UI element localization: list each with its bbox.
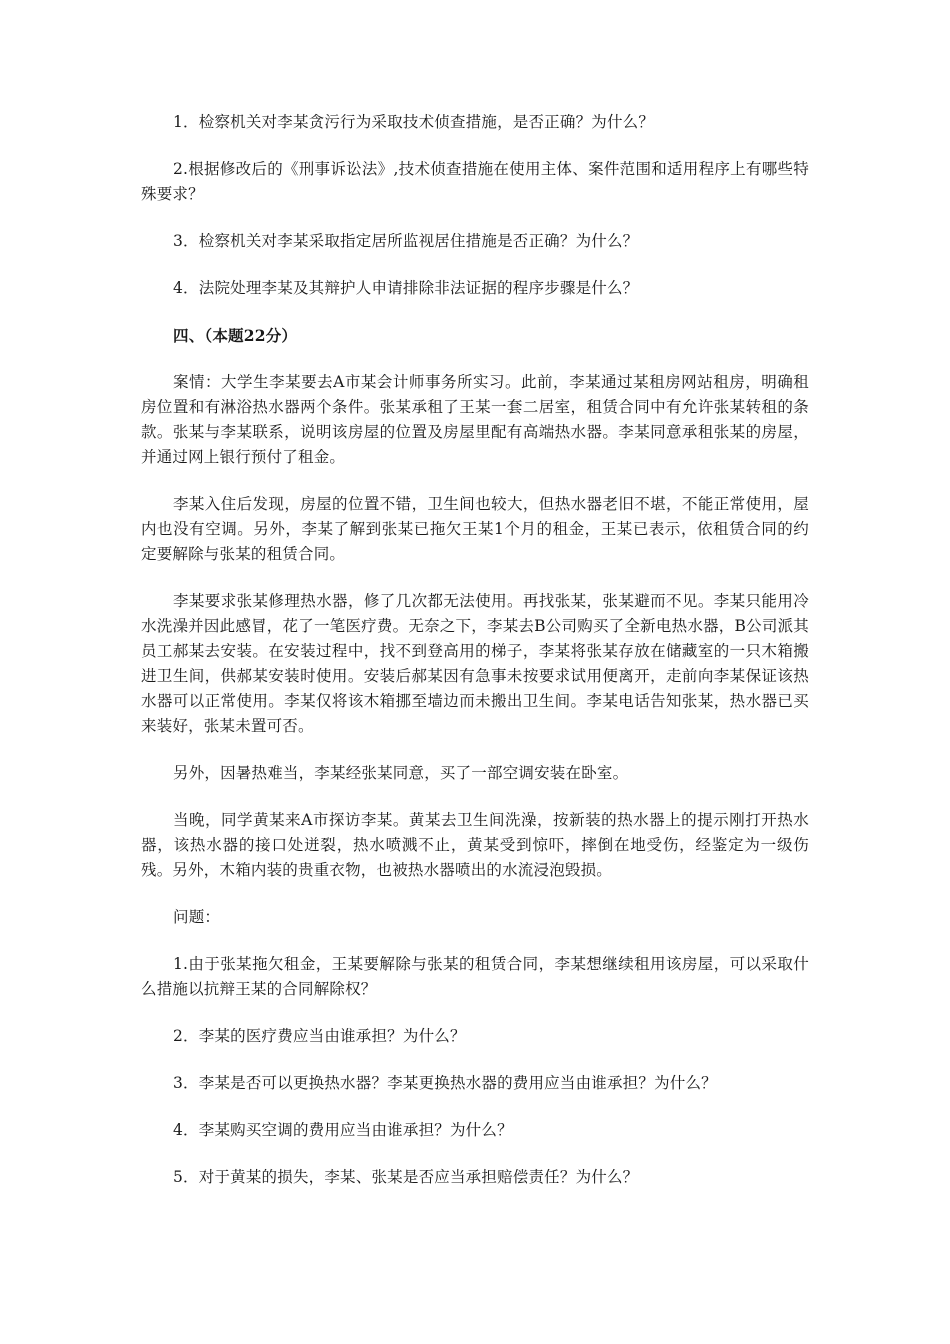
document-page xyxy=(141,110,809,1212)
question-4-2: 2．李某的医疗费应当由谁承担？为什么？ xyxy=(173,1027,466,1045)
case-paragraph-4: 另外，因暑热难当，李某经张某同意，买了一部空调安装在卧室。 xyxy=(173,764,629,782)
case-paragraph-5: 当晚，同学黄某来A市探访李某。黄某去卫生间洗澡，按新装的热水器上的提示刚打开热水器，该热水器的接口处迸裂，热水喷溅不止，黄某受到惊吓，摔倒在地受伤，经鉴定为一级伤残。另外，木箱内装的贵重衣物，也被热水器喷出的水流浸泡毁损。 xyxy=(141,811,809,879)
question-4-5: 5．对于黄某的损失，李某、张某是否应当承担赔偿责任？为什么？ xyxy=(173,1168,639,1186)
question-3-2: 2.根据修改后的《刑事诉讼法》,技术侦查措施在使用主体、案件范围和适用程序上有哪些特殊要求？ xyxy=(141,160,809,203)
question-3-4: 4．法院处理李某及其辩护人申请排除非法证据的程序步骤是什么？ xyxy=(173,279,639,297)
case-paragraph-3: 李某要求张某修理热水器，修了几次都无法使用。再找张某，张某避而不见。李某只能用冷水洗澡并因此感冒，花了一笔医疗费。无奈之下，李某去B公司购买了全新电热水器，B公司派其员工郝某去安装。在安装过程中，找不到登高用的梯子，李某将张某存放在储藏室的一只木箱搬进卫生间，供郝某安装时使用。安装后郝某因有急事未按要求试用便离开，走前向李某保证该热水器可以正常使用。李某仅将该木箱挪至墙边而未搬出卫生间。李某电话告知张某，热水器已买来装好，张某未置可否。 xyxy=(141,592,809,735)
question-3-1: 1．检察机关对李某贪污行为采取技术侦查措施，是否正确？为什么？ xyxy=(173,113,655,131)
question-4-4: 4．李某购买空调的费用应当由谁承担？为什么？ xyxy=(173,1121,513,1139)
section-4-heading: 四、（本题22分） xyxy=(173,326,298,345)
questions-label: 问题： xyxy=(173,908,221,926)
question-3-3: 3．检察机关对李某采取指定居所监视居住措施是否正确？为什么？ xyxy=(173,232,639,250)
case-paragraph-1: 案情：大学生李某要去A市某会计师事务所实习。此前，李某通过某租房网站租房，明确租房位置和有淋浴热水器两个条件。张某承租了王某一套二居室，租赁合同中有允许张某转租的条款。张某与李某联系，说明该房屋的位置及房屋里配有高端热水器。李某同意承租张某的房屋，并通过网上银行预付了租金。 xyxy=(141,373,809,466)
case-paragraph-2: 李某入住后发现，房屋的位置不错，卫生间也较大，但热水器老旧不堪，不能正常使用，屋内也没有空调。另外，李某了解到张某已拖欠王某1个月的租金，王某已表示，依租赁合同的约定要解除与张某的租赁合同。 xyxy=(141,495,809,563)
question-4-1: 1.由于张某拖欠租金，王某要解除与张某的租赁合同，李某想继续租用该房屋，可以采取什么措施以抗辩王某的合同解除权？ xyxy=(141,955,809,998)
question-4-3: 3．李某是否可以更换热水器？李某更换热水器的费用应当由谁承担？为什么？ xyxy=(173,1074,717,1092)
